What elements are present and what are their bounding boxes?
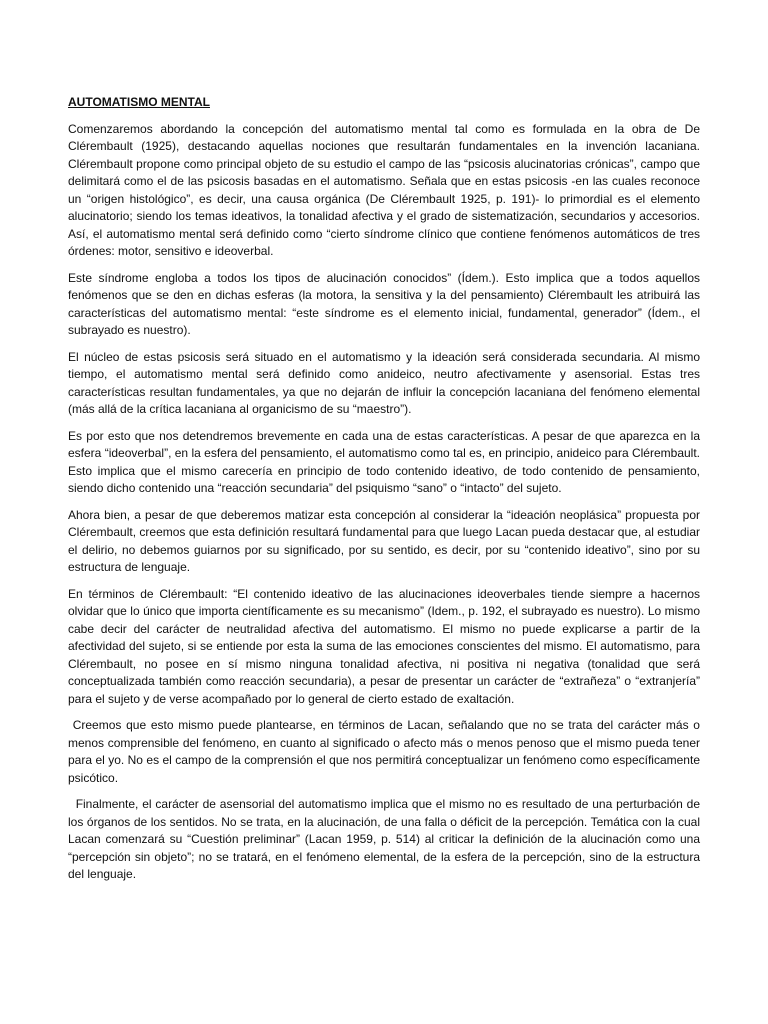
paragraph: El núcleo de estas psicosis será situado en el automatismo y la ideación será considerada secundaria. Al mismo tiempo, el automatismo mental será definido como anideico, neutro afectivamente y asensorial. Estas tres características resultan fundamentales, ya que no dejarán de influir la concepción lacaniana del fenómeno elemental (más allá de la crítica lacaniana al organicismo de su “maestro”). xyxy=(68,349,704,416)
paragraph: Finalmente, el carácter de asensorial del automatismo implica que el mismo no es resultado de una perturbación de los órganos de los sentidos. No se trata, en la alucinación, de una falla o déficit de la percepción. Temática con la cual Lacan comenzará su “Cuestión preliminar” (Lacan 1959, p. 514) al criticar la definición de la alucinación como una “percepción sin objeto”; no se tratará, en el fenómeno elemental, de la esfera de la percepción, sino de la estructura del lenguaje. xyxy=(68,797,704,881)
paragraph: Ahora bien, a pesar de que deberemos matizar esta concepción al considerar la “ideación neoplásica” propuesta por Clérembault, creemos que esta definición resultará fundamental para que luego Lacan pueda destacar que, al estudiar el delirio, no debemos guiarnos por su significado, por su sentido, es decir, por su “contenido ideativo”, sino por su estructura de lenguaje. xyxy=(68,507,704,574)
paragraph: Creemos que esto mismo puede plantearse, en términos de Lacan, señalando que no se trata del carácter más o menos comprensible del fenómeno, en cuanto al significado o afecto más o menos penoso que el mismo pueda tener para el yo. No es el campo de la comprensión el que nos permitirá conceptualizar un fenómeno como específicamente psicótico. xyxy=(68,718,704,785)
document-title: AUTOMATISMO MENTAL xyxy=(68,95,210,109)
paragraph: Es por esto que nos detendremos brevemente en cada una de estas características. A pesar de que aparezca en la esfera “ideoverbal”, en la esfera del pensamiento, el automatismo como tal es, en principio, anideico para Clérembault. Esto implica que el mismo carecería en principio de todo contenido ideativo, de todo contenido de pensamiento, siendo dicho contenido una “reacción secundaria” del psiquismo “sano” o “intacto” del sujeto. xyxy=(68,428,704,495)
paragraph: En términos de Clérembault: “El contenido ideativo de las alucinaciones ideoverbales tiende siempre a hacernos olvidar que lo único que importa científicamente es su mecanismo” (Idem., p. 192, el subrayado es nuestro). Lo mismo cabe decir del carácter de neutralidad afectiva del automatismo. El mismo no puede explicarse a partir de la afectividad del sujeto, si se entiende por esta la suma de las emociones conscientes del mismo. El automatismo, para Clérembault, no posee en sí mismo ninguna tonalidad afectiva, ni positiva ni negativa (tonalidad que será conceptualizada también como reacción secundaria), a pesar de presentar un carácter de “extrañeza” o “extranjería” para el sujeto y de verse acompañado por lo general de cierto estado de exaltación. xyxy=(68,586,704,706)
document-page xyxy=(68,94,704,893)
paragraph: Este síndrome engloba a todos los tipos de alucinación conocidos” (Ídem.). Esto implica que a todos aquellos fenómenos que se den en dichas esferas (la motora, la sensitiva y la del pensamiento) Clérembault les atribuirá las características del automatismo mental: “este síndrome es el elemento inicial, fundamental, generador” (Ídem., el subrayado es nuestro). xyxy=(68,270,704,337)
paragraph: Comenzaremos abordando la concepción del automatismo mental tal como es formulada en la obra de De Clérembault (1925), destacando aquellas nociones que resultarán fundamentales en la invención lacaniana. Clérembault propone como principal objeto de su estudio el campo de las “psicosis alucinatorias crónicas”, campo que delimitará como el de las psicosis basadas en el automatismo. Señala que en estas psicosis -en las cuales reconoce un “origen histológico”, es decir, una causa orgánica (De Clérembault 1925, p. 191)- lo primordial es el elemento alucinatorio; siendo los temas ideativos, la tonalidad afectiva y el grado de sistematización, secundarios y accesorios. Así, el automatismo mental será definido como “cierto síndrome clínico que contiene fenómenos automáticos de tres órdenes: motor, sensitivo e ideoverbal. xyxy=(68,121,704,258)
